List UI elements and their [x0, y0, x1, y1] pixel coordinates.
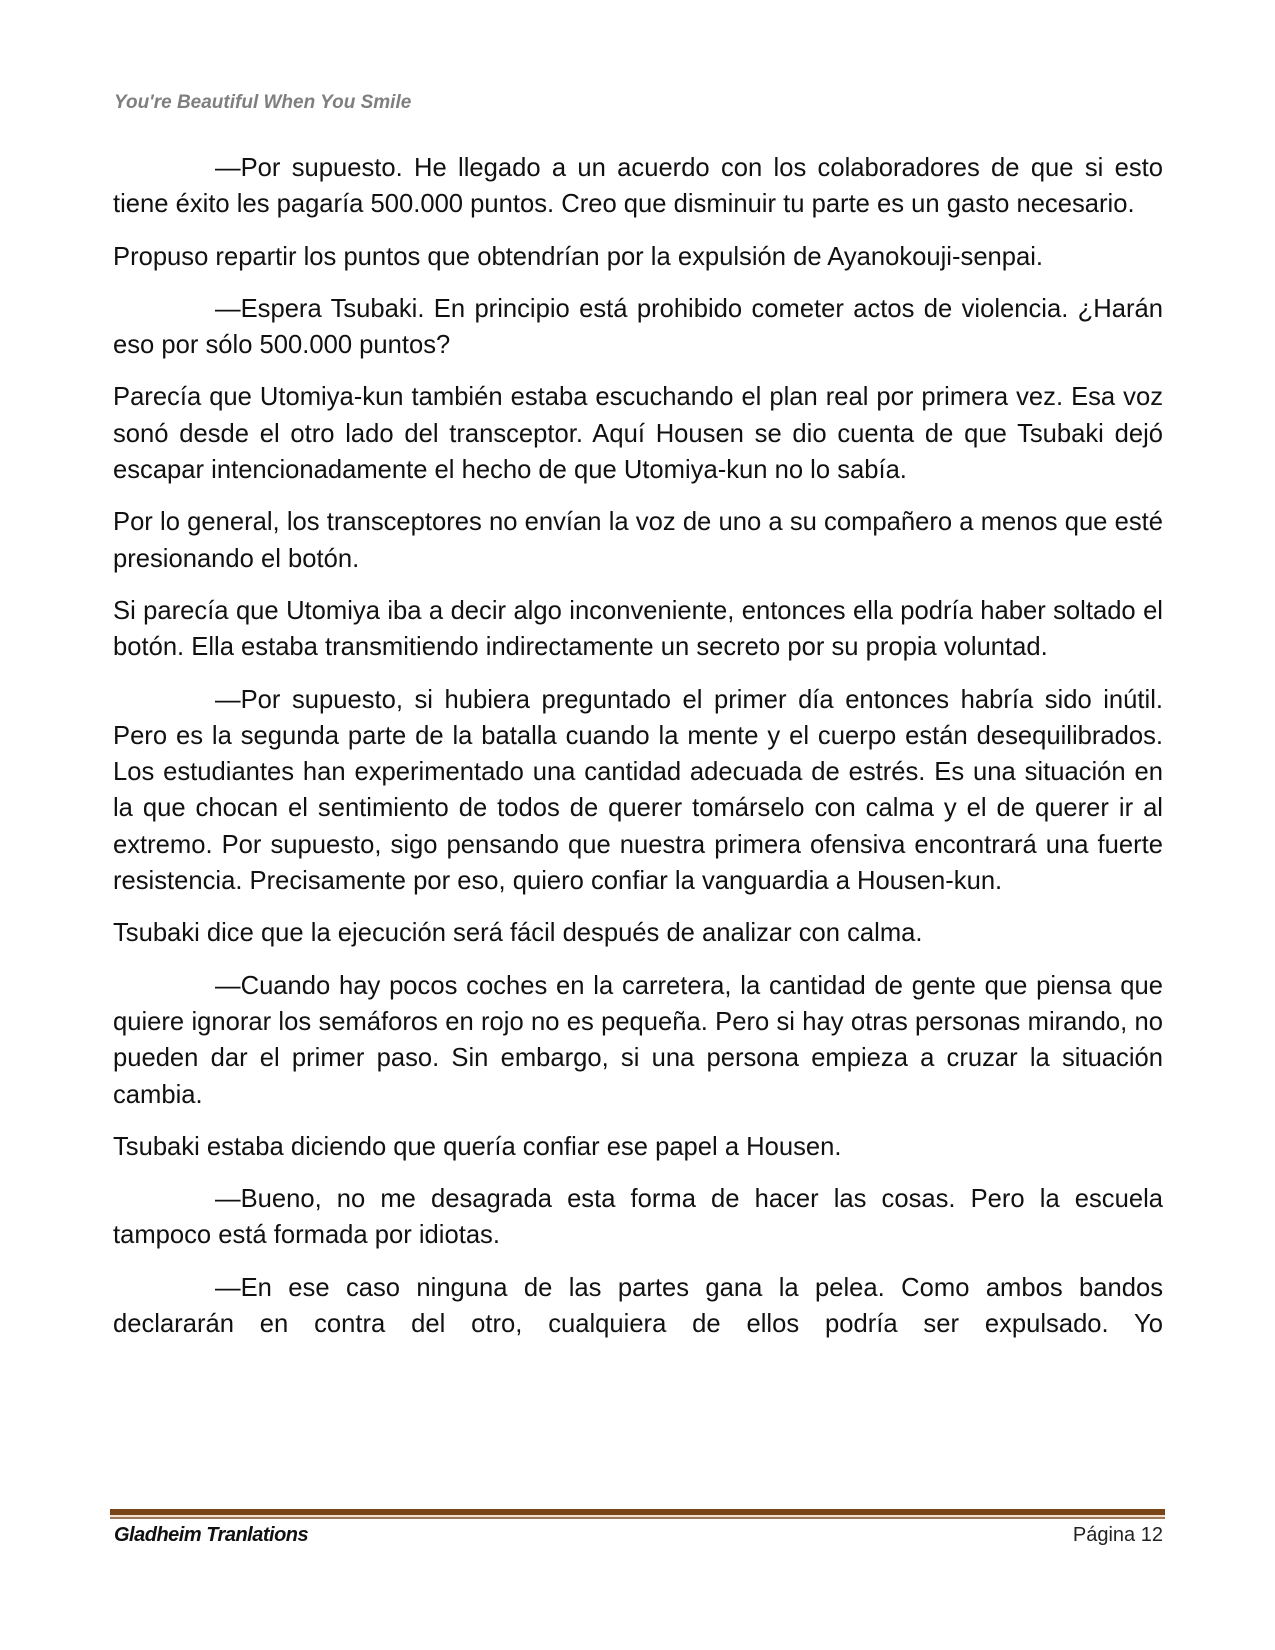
- paragraph: Parecía que Utomiya-kun también estaba escuchando el plan real por primera vez. Esa voz sonó desde el otro lado del transceptor. Aquí Housen se dio cuenta de que Tsubaki dejó escapar intencionadamente el hecho de que Utomiya-kun no lo sabía.: [113, 383, 1163, 485]
- paragraph: —Bueno, no me desagrada esta forma de hacer las cosas. Pero la escuela tampoco está formada por idiotas.: [113, 1185, 1163, 1250]
- paragraph: Si parecía que Utomiya iba a decir algo inconveniente, entonces ella podría haber soltado el botón. Ella estaba transmitiendo indirectamente un secreto por su propia voluntad.: [113, 596, 1163, 662]
- body-text: [113, 150, 1163, 1358]
- paragraph: —Espera Tsubaki. En principio está prohibido cometer actos de violencia. ¿Harán eso por sólo 500.000 puntos?: [113, 294, 1163, 360]
- page-label: Página: [1072, 1524, 1136, 1546]
- running-header: You're Beautiful When You Smile: [114, 92, 412, 113]
- paragraph: —Cuando hay pocos coches en la carretera, la cantidad de gente que piensa que quiere ignorar los semáforos en rojo no es pequeña. Pero si hay otras personas mirando, no pueden dar el primer paso. Sin embargo, si una persona empieza a cruzar la situación cambia.: [113, 971, 1163, 1109]
- paragraph: —En ese caso ninguna de las partes gana la pelea. Como ambos bandos declararán en contra del otro, cualquiera de ellos podría ser expulsado. Yo: [113, 1273, 1163, 1339]
- paragraph: Propuso repartir los puntos que obtendrían por la expulsión de Ayanokouji-senpai.: [113, 242, 1044, 271]
- paragraph: Por lo general, los transceptores no envían la voz de uno a su compañero a menos que esté presionando el botón.: [113, 508, 1163, 573]
- paragraph: —Por supuesto, si hubiera preguntado el primer día entonces habría sido inútil. Pero es la segunda parte de la batalla cuando la mente y el cuerpo están desequilibrados. Los estudiantes han experimentado una cantidad adecuada de estrés. Es una situación en la que chocan el sentimiento de todos de querer tomárselo con calma y el de querer ir al extremo. Por supuesto, sigo pensando que nuestra primera ofensiva encontrará una fuerte resistencia. Precisamente por eso, quiero confiar la vanguardia a Housen-kun.: [113, 685, 1163, 896]
- paragraph: —Por supuesto. He llegado a un acuerdo con los colaboradores de que si esto tiene éxito les pagaría 500.000 puntos. Creo que disminuir tu parte es un gasto necesario.: [113, 154, 1163, 219]
- page-number-value: 12: [1140, 1524, 1163, 1546]
- paragraph: Tsubaki dice que la ejecución será fácil después de analizar con calma.: [113, 919, 923, 948]
- paragraph: Tsubaki estaba diciendo que quería confiar ese papel a Housen.: [113, 1132, 842, 1161]
- page-number: [1073, 1524, 1163, 1547]
- footer-divider: [110, 1509, 1165, 1519]
- footer-credit: Gladheim Tranlations: [114, 1524, 309, 1546]
